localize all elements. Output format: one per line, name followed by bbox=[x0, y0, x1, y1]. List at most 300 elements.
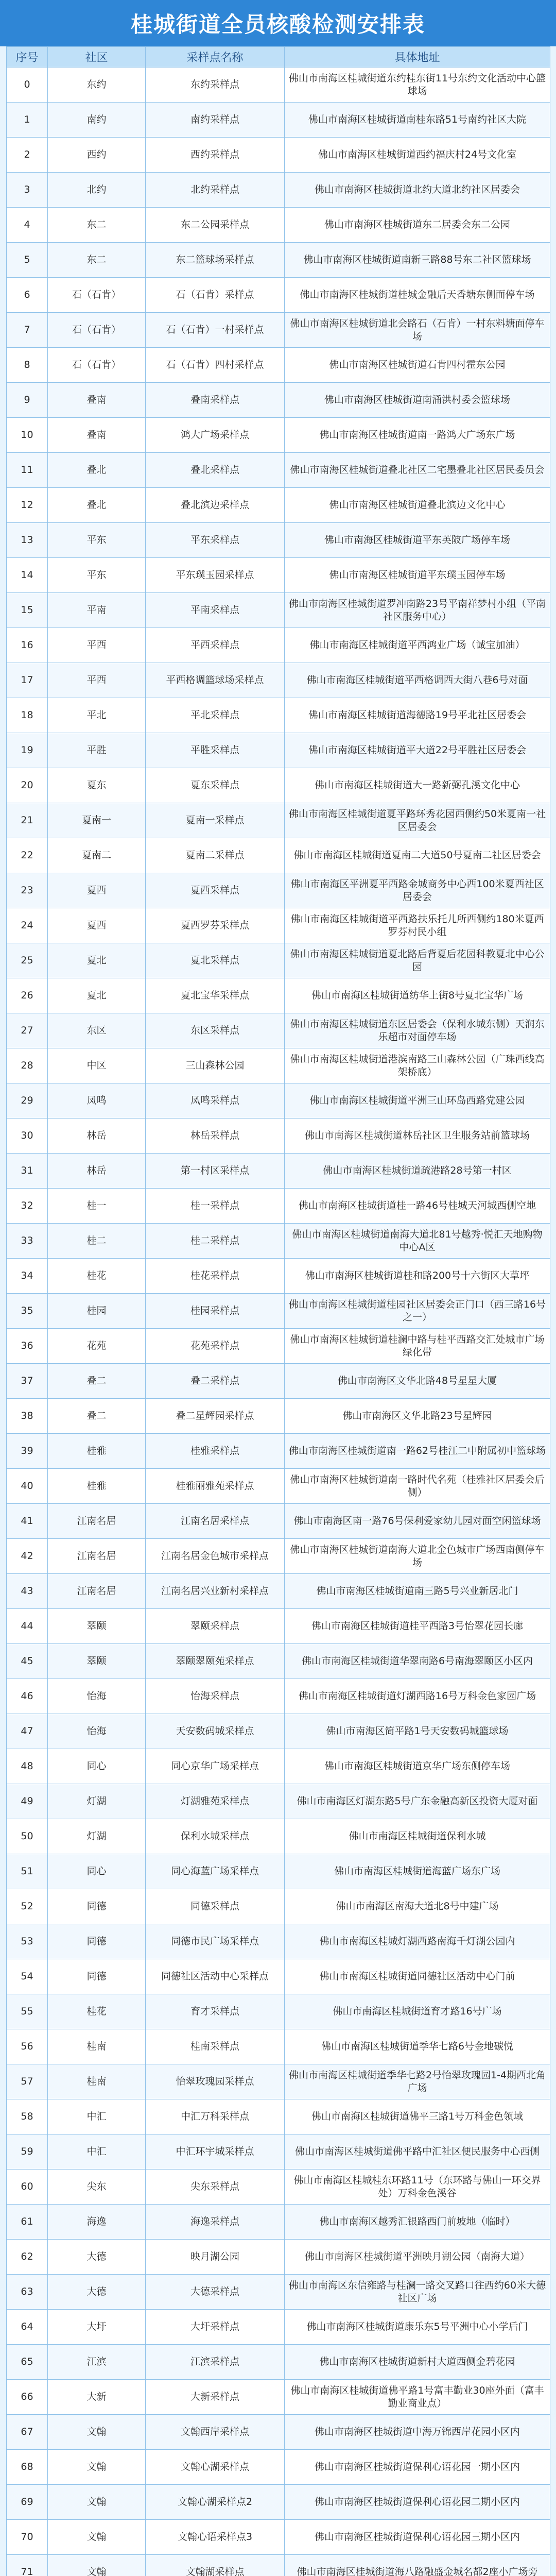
row-index: 1 bbox=[7, 103, 48, 138]
site-address: 佛山市南海区桂城街道叠北社区二宅墨叠北社区居民委员会 bbox=[285, 453, 550, 488]
community-name: 东约 bbox=[48, 67, 146, 103]
site-address: 佛山市南海区桂城街道平东璞玉园停车场 bbox=[285, 558, 550, 593]
site-address: 佛山市南海区桂城街道平大道22号平胜社区居委会 bbox=[285, 733, 550, 768]
community-name: 平胜 bbox=[48, 733, 146, 768]
table-row bbox=[7, 978, 550, 1013]
community-name: 夏东 bbox=[48, 768, 146, 803]
row-index: 51 bbox=[7, 1854, 48, 1889]
community-name: 叠北 bbox=[48, 453, 146, 488]
row-index: 45 bbox=[7, 1644, 48, 1679]
table-header bbox=[7, 47, 550, 67]
row-index: 30 bbox=[7, 1118, 48, 1154]
community-name: 叠南 bbox=[48, 383, 146, 418]
site-name: 同德市民广场采样点 bbox=[146, 1924, 285, 1959]
table-row bbox=[7, 1924, 550, 1959]
community-name: 平东 bbox=[48, 523, 146, 558]
site-address: 佛山市南海区桂城街道平西格调西大街八巷6号对面 bbox=[285, 663, 550, 698]
community-name: 江南名居 bbox=[48, 1504, 146, 1539]
site-address: 佛山市南海区桂城街道南新三路88号东二社区篮球场 bbox=[285, 243, 550, 278]
site-address: 佛山市南海区桂城街道海蓝广场东广场 bbox=[285, 1854, 550, 1889]
site-name: 平胜采样点 bbox=[146, 733, 285, 768]
community-name: 大新 bbox=[48, 2380, 146, 2415]
row-index: 47 bbox=[7, 1714, 48, 1749]
site-address: 佛山市南海区桂城街道桂和路200号十六街区大草坪 bbox=[285, 1259, 550, 1294]
row-index: 15 bbox=[7, 593, 48, 628]
row-index: 7 bbox=[7, 313, 48, 348]
table-row bbox=[7, 1539, 550, 1574]
site-address: 佛山市南海区桂城街道西约福庆村24号文化室 bbox=[285, 138, 550, 173]
community-name: 东二 bbox=[48, 243, 146, 278]
row-index: 57 bbox=[7, 2064, 48, 2099]
community-name: 尖东 bbox=[48, 2170, 146, 2205]
community-name: 文翰 bbox=[48, 2415, 146, 2450]
community-name: 林岳 bbox=[48, 1154, 146, 1189]
site-name: 夏西采样点 bbox=[146, 873, 285, 908]
table-row bbox=[7, 313, 550, 348]
community-name: 林岳 bbox=[48, 1118, 146, 1154]
table-row bbox=[7, 1224, 550, 1259]
site-address: 佛山市南海区桂城街道灯湖西路16号万科金色家园广场 bbox=[285, 1679, 550, 1714]
site-address: 佛山市南海区桂城街道同德社区活动中心门前 bbox=[285, 1959, 550, 1994]
community-name: 凤鸣 bbox=[48, 1083, 146, 1118]
row-index: 20 bbox=[7, 768, 48, 803]
site-name: 平南采样点 bbox=[146, 593, 285, 628]
community-name: 桂花 bbox=[48, 1259, 146, 1294]
community-name: 文翰 bbox=[48, 2555, 146, 2576]
table-row bbox=[7, 1504, 550, 1539]
table-row bbox=[7, 1819, 550, 1854]
community-name: 文翰 bbox=[48, 2520, 146, 2555]
site-name: 桂花采样点 bbox=[146, 1259, 285, 1294]
site-address: 佛山市南海区桂城街道南涌洪村委会篮球场 bbox=[285, 383, 550, 418]
row-index: 34 bbox=[7, 1259, 48, 1294]
row-index: 26 bbox=[7, 978, 48, 1013]
table-row bbox=[7, 838, 550, 873]
site-address: 佛山市南海区东信雍路与桂澜一路交叉路口往西约60米大德社区广场 bbox=[285, 2275, 550, 2310]
row-index: 17 bbox=[7, 663, 48, 698]
site-address: 佛山市南海区桂城街道季华七路6号金地碳悦 bbox=[285, 2029, 550, 2064]
community-name: 江滨 bbox=[48, 2345, 146, 2380]
site-name: 第一村区采样点 bbox=[146, 1154, 285, 1189]
table-row bbox=[7, 1364, 550, 1399]
table-row bbox=[7, 2134, 550, 2170]
site-name: 尖东采样点 bbox=[146, 2170, 285, 2205]
table-row bbox=[7, 733, 550, 768]
table-row bbox=[7, 103, 550, 138]
row-index: 16 bbox=[7, 628, 48, 663]
site-name: 叠南采样点 bbox=[146, 383, 285, 418]
row-index: 8 bbox=[7, 348, 48, 383]
site-address: 佛山市南海区桂城街道桂一路46号桂城天河城西侧空地 bbox=[285, 1189, 550, 1224]
site-address: 佛山市南海区桂城街道新村大道西侧金碧花园 bbox=[285, 2345, 550, 2380]
table-row bbox=[7, 418, 550, 453]
table-row bbox=[7, 908, 550, 943]
site-name: 石（石肯）采样点 bbox=[146, 278, 285, 313]
community-name: 同德 bbox=[48, 1959, 146, 1994]
site-address: 佛山市南海区桂城街道平东英陂广场停车场 bbox=[285, 523, 550, 558]
site-address: 佛山市南海区桂城街道海八路融盛金城名都2座小广场旁 bbox=[285, 2555, 550, 2576]
row-index: 33 bbox=[7, 1224, 48, 1259]
community-name: 平北 bbox=[48, 698, 146, 733]
row-index: 22 bbox=[7, 838, 48, 873]
site-address: 佛山市南海区桂城街道季华七路2号怡翠玫瑰园1-4期西北角广场 bbox=[285, 2064, 550, 2099]
table-row bbox=[7, 1013, 550, 1048]
site-name: 凤鸣采样点 bbox=[146, 1083, 285, 1118]
site-address: 佛山市南海区桂城街道南一路时代名苑（桂雅社区居委会后侧） bbox=[285, 1469, 550, 1504]
row-index: 13 bbox=[7, 523, 48, 558]
site-name: 南约采样点 bbox=[146, 103, 285, 138]
row-index: 29 bbox=[7, 1083, 48, 1118]
site-name: 石（石肯）四村采样点 bbox=[146, 348, 285, 383]
row-index: 61 bbox=[7, 2205, 48, 2240]
site-name: 江南名居采样点 bbox=[146, 1504, 285, 1539]
site-name: 西约采样点 bbox=[146, 138, 285, 173]
site-address: 佛山市南海区桂城街道保利水城 bbox=[285, 1819, 550, 1854]
row-index: 23 bbox=[7, 873, 48, 908]
row-index: 27 bbox=[7, 1013, 48, 1048]
community-name: 南约 bbox=[48, 103, 146, 138]
site-address: 佛山市南海区桂城街道保利心语花园三期小区内 bbox=[285, 2520, 550, 2555]
site-name: 大新采样点 bbox=[146, 2380, 285, 2415]
site-name: 中汇万科采样点 bbox=[146, 2099, 285, 2134]
community-name: 平西 bbox=[48, 663, 146, 698]
site-name: 江南名居兴业新村采样点 bbox=[146, 1574, 285, 1609]
site-address: 佛山市南海区桂城街道罗冲南路23号平南祥梦村小组（平南社区服务中心） bbox=[285, 593, 550, 628]
community-name: 大德 bbox=[48, 2275, 146, 2310]
site-name: 叠北滨边采样点 bbox=[146, 488, 285, 523]
row-index: 49 bbox=[7, 1784, 48, 1819]
site-name: 桂园采样点 bbox=[146, 1294, 285, 1329]
site-name: 大德采样点 bbox=[146, 2275, 285, 2310]
site-name: 海逸采样点 bbox=[146, 2205, 285, 2240]
site-name: 文翰心湖采样点2 bbox=[146, 2485, 285, 2520]
site-address: 佛山市南海区桂城街道南三路5号兴业新居北门 bbox=[285, 1574, 550, 1609]
site-name: 文翰心语采样点3 bbox=[146, 2520, 285, 2555]
table-row bbox=[7, 2170, 550, 2205]
community-name: 中汇 bbox=[48, 2134, 146, 2170]
table-row bbox=[7, 523, 550, 558]
row-index: 48 bbox=[7, 1749, 48, 1784]
row-index: 5 bbox=[7, 243, 48, 278]
community-name: 怡海 bbox=[48, 1679, 146, 1714]
site-name: 平西采样点 bbox=[146, 628, 285, 663]
site-name: 文翰心湖采样点 bbox=[146, 2450, 285, 2485]
row-index: 25 bbox=[7, 943, 48, 978]
community-name: 中区 bbox=[48, 1048, 146, 1083]
site-address: 佛山市南海区桂城街道东约桂东街11号东约文化活动中心篮球场 bbox=[285, 67, 550, 103]
site-name: 夏北宝华采样点 bbox=[146, 978, 285, 1013]
community-name: 叠北 bbox=[48, 488, 146, 523]
community-name: 平西 bbox=[48, 628, 146, 663]
community-name: 桂雅 bbox=[48, 1469, 146, 1504]
row-index: 70 bbox=[7, 2520, 48, 2555]
community-name: 平东 bbox=[48, 558, 146, 593]
table-row bbox=[7, 1609, 550, 1644]
row-index: 60 bbox=[7, 2170, 48, 2205]
community-name: 桂二 bbox=[48, 1224, 146, 1259]
site-address: 佛山市南海区桂城街道大一路新弼孔溪文化中心 bbox=[285, 768, 550, 803]
table-row bbox=[7, 348, 550, 383]
community-name: 翠颐 bbox=[48, 1644, 146, 1679]
community-name: 桂南 bbox=[48, 2029, 146, 2064]
community-name: 桂一 bbox=[48, 1189, 146, 1224]
row-index: 64 bbox=[7, 2310, 48, 2345]
site-address: 佛山市南海区桂城街道南桂东路51号南约社区大院 bbox=[285, 103, 550, 138]
community-name: 夏西 bbox=[48, 908, 146, 943]
community-name: 同心 bbox=[48, 1749, 146, 1784]
community-name: 叠二 bbox=[48, 1399, 146, 1434]
community-name: 北约 bbox=[48, 173, 146, 208]
site-name: 桂雅采样点 bbox=[146, 1434, 285, 1469]
community-name: 叠二 bbox=[48, 1364, 146, 1399]
site-name: 同心海蓝广场采样点 bbox=[146, 1854, 285, 1889]
community-name: 石（石肯） bbox=[48, 313, 146, 348]
site-name: 花苑采样点 bbox=[146, 1329, 285, 1364]
site-name: 林岳采样点 bbox=[146, 1118, 285, 1154]
table-row bbox=[7, 628, 550, 663]
site-name: 江滨采样点 bbox=[146, 2345, 285, 2380]
row-index: 71 bbox=[7, 2555, 48, 2576]
row-index: 32 bbox=[7, 1189, 48, 1224]
site-address: 佛山市南海区越秀汇银路西门前坡地（临时） bbox=[285, 2205, 550, 2240]
site-name: 同德社区活动中心采样点 bbox=[146, 1959, 285, 1994]
table-row bbox=[7, 1714, 550, 1749]
table-row bbox=[7, 243, 550, 278]
row-index: 35 bbox=[7, 1294, 48, 1329]
site-name: 平东璞玉园采样点 bbox=[146, 558, 285, 593]
table-row bbox=[7, 1854, 550, 1889]
row-index: 40 bbox=[7, 1469, 48, 1504]
table-row bbox=[7, 1294, 550, 1329]
site-address: 佛山市南海区桂城街道北约大道北约社区居委会 bbox=[285, 173, 550, 208]
table-row bbox=[7, 2064, 550, 2099]
row-index: 39 bbox=[7, 1434, 48, 1469]
site-address: 佛山市南海区桂城灯湖西路南海千灯湖公园内 bbox=[285, 1924, 550, 1959]
row-index: 58 bbox=[7, 2099, 48, 2134]
site-address: 佛山市南海区桂城街道夏平路环秀花园西侧约50米夏南一社区居委会 bbox=[285, 803, 550, 838]
table-row bbox=[7, 1154, 550, 1189]
site-name: 桂雅丽雅苑采样点 bbox=[146, 1469, 285, 1504]
row-index: 24 bbox=[7, 908, 48, 943]
table-row bbox=[7, 1644, 550, 1679]
row-index: 31 bbox=[7, 1154, 48, 1189]
community-name: 夏北 bbox=[48, 943, 146, 978]
table-row bbox=[7, 1749, 550, 1784]
row-index: 4 bbox=[7, 208, 48, 243]
site-name: 同心京华广场采样点 bbox=[146, 1749, 285, 1784]
table-row bbox=[7, 1574, 550, 1609]
site-name: 东二公园采样点 bbox=[146, 208, 285, 243]
site-name: 平东采样点 bbox=[146, 523, 285, 558]
column-header-index: 序号 bbox=[7, 47, 48, 67]
table-row bbox=[7, 1189, 550, 1224]
community-name: 桂雅 bbox=[48, 1434, 146, 1469]
community-name: 同心 bbox=[48, 1854, 146, 1889]
table-row bbox=[7, 943, 550, 978]
table-row bbox=[7, 873, 550, 908]
row-index: 67 bbox=[7, 2415, 48, 2450]
row-index: 56 bbox=[7, 2029, 48, 2064]
table-row bbox=[7, 1329, 550, 1364]
row-index: 55 bbox=[7, 1994, 48, 2029]
table-row bbox=[7, 453, 550, 488]
site-address: 佛山市南海区桂城街道海德路19号平北社区居委会 bbox=[285, 698, 550, 733]
site-address: 佛山市南海区桂城街道夏南二大道50号夏南二社区居委会 bbox=[285, 838, 550, 873]
community-name: 翠颐 bbox=[48, 1609, 146, 1644]
community-name: 怡海 bbox=[48, 1714, 146, 1749]
site-name: 叠二采样点 bbox=[146, 1364, 285, 1399]
table-row bbox=[7, 1994, 550, 2029]
site-name: 桂一采样点 bbox=[146, 1189, 285, 1224]
site-address: 佛山市南海区桂城街道南一路鸿大广场东广场 bbox=[285, 418, 550, 453]
site-address: 佛山市南海区桂城街道北会路石（石肯）一村东料塘面停车场 bbox=[285, 313, 550, 348]
site-name: 天安数码城采样点 bbox=[146, 1714, 285, 1749]
table-row bbox=[7, 1679, 550, 1714]
table-row bbox=[7, 1784, 550, 1819]
site-address: 佛山市南海区桂城街道保利心语花园一期小区内 bbox=[285, 2450, 550, 2485]
community-name: 同德 bbox=[48, 1924, 146, 1959]
site-name: 叠北采样点 bbox=[146, 453, 285, 488]
site-name: 叠二星辉园采样点 bbox=[146, 1399, 285, 1434]
community-name: 东区 bbox=[48, 1013, 146, 1048]
table-row bbox=[7, 1048, 550, 1083]
table-row bbox=[7, 138, 550, 173]
table-row bbox=[7, 1118, 550, 1154]
site-address: 佛山市南海区桂城街道石肯四村霍东公园 bbox=[285, 348, 550, 383]
table-row bbox=[7, 2415, 550, 2450]
site-name: 江南名居金色城市采样点 bbox=[146, 1539, 285, 1574]
row-index: 68 bbox=[7, 2450, 48, 2485]
site-address: 佛山市南海区南海大道北8号中建广场 bbox=[285, 1889, 550, 1924]
table-row bbox=[7, 2520, 550, 2555]
row-index: 38 bbox=[7, 1399, 48, 1434]
site-name: 同德采样点 bbox=[146, 1889, 285, 1924]
site-name: 文翰西岸采样点 bbox=[146, 2415, 285, 2450]
site-address: 佛山市南海区桂城街道林岳社区卫生服务站前篮球场 bbox=[285, 1118, 550, 1154]
site-name: 平北采样点 bbox=[146, 698, 285, 733]
row-index: 46 bbox=[7, 1679, 48, 1714]
row-index: 2 bbox=[7, 138, 48, 173]
column-header-address: 具体地址 bbox=[285, 47, 550, 67]
community-name: 同德 bbox=[48, 1889, 146, 1924]
site-address: 佛山市南海区桂城街道佛平路中汇社区便民服务中心西侧 bbox=[285, 2134, 550, 2170]
row-index: 10 bbox=[7, 418, 48, 453]
site-address: 佛山市南海区文华北路48号星星大厦 bbox=[285, 1364, 550, 1399]
community-name: 夏南二 bbox=[48, 838, 146, 873]
table-row bbox=[7, 173, 550, 208]
table-row bbox=[7, 278, 550, 313]
site-address: 佛山市南海区平洲夏平西路金城商务中心西100米夏西社区居委会 bbox=[285, 873, 550, 908]
site-address: 佛山市南海区桂城街道平西鸿业广场（诚宝加油） bbox=[285, 628, 550, 663]
site-address: 佛山市南海区桂城街道南海大道北81号越秀·悦汇天地购物中心A区 bbox=[285, 1224, 550, 1259]
row-index: 21 bbox=[7, 803, 48, 838]
table-row bbox=[7, 2485, 550, 2520]
site-name: 三山森林公园 bbox=[146, 1048, 285, 1083]
row-index: 11 bbox=[7, 453, 48, 488]
row-index: 54 bbox=[7, 1959, 48, 1994]
site-address: 佛山市南海区桂城街道桂平西路3号怡翠花园长廊 bbox=[285, 1609, 550, 1644]
site-address: 佛山市南海区桂城街道育才路16号广场 bbox=[285, 1994, 550, 2029]
site-name: 桂二采样点 bbox=[146, 1224, 285, 1259]
table-row bbox=[7, 2029, 550, 2064]
site-name: 翠颐采样点 bbox=[146, 1609, 285, 1644]
community-name: 文翰 bbox=[48, 2450, 146, 2485]
row-index: 62 bbox=[7, 2240, 48, 2275]
table-row bbox=[7, 2275, 550, 2310]
testing-schedule-table bbox=[6, 46, 550, 2576]
row-index: 37 bbox=[7, 1364, 48, 1399]
site-address: 佛山市南海区桂城街道东二居委会东二公园 bbox=[285, 208, 550, 243]
site-address: 佛山市南海区桂城街道佛平路1号富丰勤业30座外面（富丰勤业商业点） bbox=[285, 2380, 550, 2415]
community-name: 灯湖 bbox=[48, 1784, 146, 1819]
site-name: 文翰湖采样点 bbox=[146, 2555, 285, 2576]
row-index: 66 bbox=[7, 2380, 48, 2415]
site-address: 佛山市南海区桂城街道佛平三路1号万科金色领域 bbox=[285, 2099, 550, 2134]
site-name: 北约采样点 bbox=[146, 173, 285, 208]
community-name: 海逸 bbox=[48, 2205, 146, 2240]
site-address: 佛山市南海区桂城街道疏港路28号第一村区 bbox=[285, 1154, 550, 1189]
table-row bbox=[7, 2555, 550, 2576]
site-address: 佛山市南海区桂城街道保利心语花园二期小区内 bbox=[285, 2485, 550, 2520]
table-row bbox=[7, 208, 550, 243]
column-header-community: 社区 bbox=[48, 47, 146, 67]
community-name: 石（石肯） bbox=[48, 348, 146, 383]
row-index: 28 bbox=[7, 1048, 48, 1083]
row-index: 12 bbox=[7, 488, 48, 523]
site-address: 佛山市南海区桂城街道中海万锦西岸花园小区内 bbox=[285, 2415, 550, 2450]
site-address: 佛山市南海区桂城街道平洲映月湖公园（南海大道） bbox=[285, 2240, 550, 2275]
community-name: 石（石肯） bbox=[48, 278, 146, 313]
site-name: 夏东采样点 bbox=[146, 768, 285, 803]
site-name: 鸿大广场采样点 bbox=[146, 418, 285, 453]
site-name: 东区采样点 bbox=[146, 1013, 285, 1048]
row-index: 9 bbox=[7, 383, 48, 418]
table-row bbox=[7, 558, 550, 593]
community-name: 江南名居 bbox=[48, 1574, 146, 1609]
site-address: 佛山市南海区桂城街道南海大道北金色城市广场西南侧停车场 bbox=[285, 1539, 550, 1574]
site-address: 佛山市南海区桂城桂东环路11号（东环路与佛山一环交界处）万科金色溪谷 bbox=[285, 2170, 550, 2205]
community-name: 灯湖 bbox=[48, 1819, 146, 1854]
row-index: 63 bbox=[7, 2275, 48, 2310]
table-row bbox=[7, 2099, 550, 2134]
table-body bbox=[7, 67, 550, 2576]
site-address: 佛山市南海区桂城街道桂城金融后天香塘东侧面停车场 bbox=[285, 278, 550, 313]
community-name: 花苑 bbox=[48, 1329, 146, 1364]
community-name: 桂花 bbox=[48, 1994, 146, 2029]
table-row bbox=[7, 1959, 550, 1994]
site-address: 佛山市南海区桂城街道夏北路后背夏后花园科教夏北中心公园 bbox=[285, 943, 550, 978]
community-name: 叠南 bbox=[48, 418, 146, 453]
row-index: 3 bbox=[7, 173, 48, 208]
row-index: 0 bbox=[7, 67, 48, 103]
table-row bbox=[7, 698, 550, 733]
site-address: 佛山市南海区桂城街道桂园社区居委会正门口（西三路16号之一） bbox=[285, 1294, 550, 1329]
site-address: 佛山市南海区桂城街道康乐东5号平洲中心小学后门 bbox=[285, 2310, 550, 2345]
table-row bbox=[7, 1083, 550, 1118]
site-name: 石（石肯）一村采样点 bbox=[146, 313, 285, 348]
row-index: 36 bbox=[7, 1329, 48, 1364]
site-name: 夏北采样点 bbox=[146, 943, 285, 978]
table-row bbox=[7, 2450, 550, 2485]
row-index: 69 bbox=[7, 2485, 48, 2520]
community-name: 中汇 bbox=[48, 2099, 146, 2134]
table-row bbox=[7, 1469, 550, 1504]
site-name: 育才采样点 bbox=[146, 1994, 285, 2029]
community-name: 平南 bbox=[48, 593, 146, 628]
table-row bbox=[7, 2205, 550, 2240]
table-row bbox=[7, 1399, 550, 1434]
site-address: 佛山市南海区南一路76号保利爱家幼儿园对面空闲篮球场 bbox=[285, 1504, 550, 1539]
